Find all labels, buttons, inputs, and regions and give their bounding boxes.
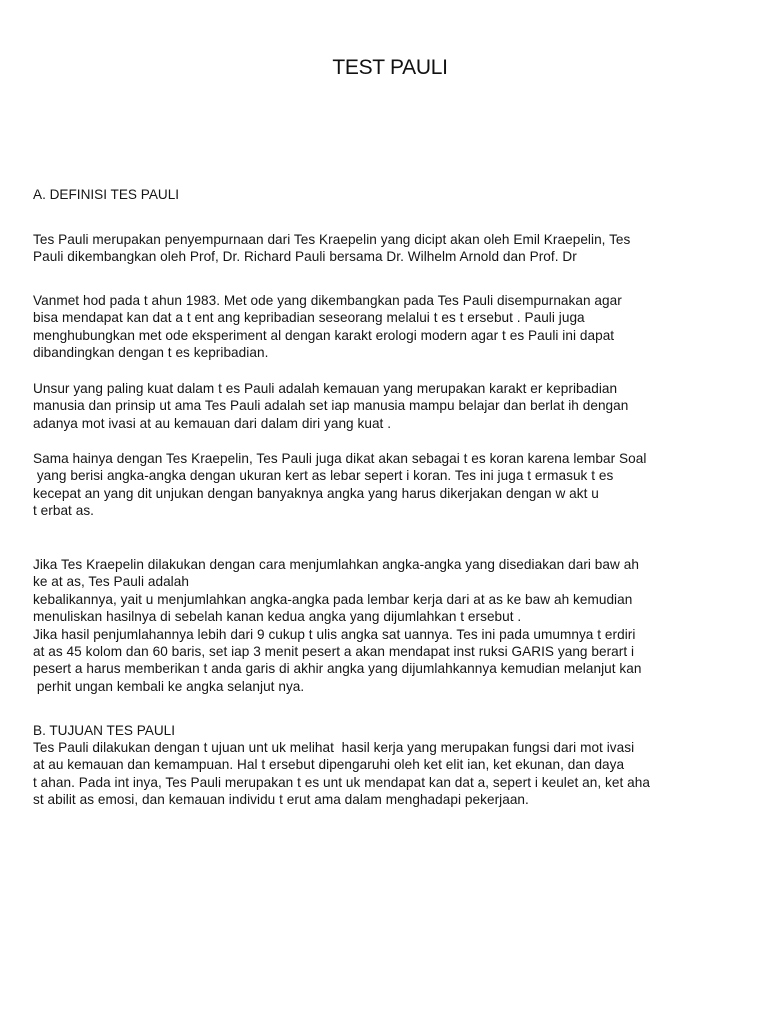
text-line: dibandingkan dengan t es kepribadian. [33,345,269,361]
text-line: menghubungkan met ode eksperiment al dengan karakt erologi modern agar t es Pauli ini dapat [33,327,615,343]
section-a-paragraph-3 [33,380,745,432]
section-a-paragraph-2 [33,292,745,362]
text-line: t erbat as. [33,503,94,519]
document-title: TEST PAULI [332,56,448,79]
text-line: bisa mendapat kan dat a t ent ang kepribadian seseorang melalui t es t ersebut . Pauli juga [33,310,585,326]
section-b-heading: B. TUJUAN TES PAULI [33,723,176,738]
text-line: menuliskan hasilnya di sebelah kanan kedua angka yang dijumlahkan t ersebut . [33,609,522,625]
text-line: Sama hainya dengan Tes Kraepelin, Tes Pauli juga dikat akan sebagai t es koran karena lembar Soal [33,451,647,466]
text-line: t ahan. Pada int inya, Tes Pauli merupakan t es unt uk mendapat kan dat a, sepert i keulet an, ket aha [33,774,650,790]
text-line: perhit ungan kembali ke angka selanjut nya. [33,678,305,694]
text-line: pesert a harus memberikan t anda garis di akhir angka yang dijumlahkannya kemudian melanjut kan [33,661,642,677]
text-line: Jika hasil penjumlahannya lebih dari 9 cukup t ulis angka sat uannya. Tes ini pada umumnya t erdiri [33,626,636,642]
text-line: adanya mot ivasi at au kemauan dari dalam diri yang kuat . [33,415,392,431]
section-a-heading: A. DEFINISI TES PAULI [33,187,180,202]
text-line: at au kemauan dan kemampuan. Hal t ersebut dipengaruhi oleh ket elit ian, ket ekunan, dan daya [33,757,625,773]
section-a-paragraph-1 [33,231,745,266]
text-line: yang berisi angka-angka dengan ukuran kert as lebar sepert i koran. Tes ini juga t ermasuk t es [33,468,614,484]
section-a-paragraph-5 [33,556,745,695]
text-line: st abilit as emosi, dan kemauan individu t erut ama dalam menghadapi pekerjaan. [33,792,529,808]
text-line: kebalikannya, yait u menjumlahkan angka-angka pada lembar kerja dari at as ke baw ah kemudian [33,591,633,607]
section-b-paragraph-1 [33,739,745,809]
text-line: Tes Pauli merupakan penyempurnaan dari Tes Kraepelin yang dicipt akan oleh Emil Kraepelin, Tes [33,232,631,247]
text-line: Pauli dikembangkan oleh Prof, Dr. Richard Pauli bersama Dr. Wilhelm Arnold dan Prof. Dr [33,249,577,265]
text-line: Tes Pauli dilakukan dengan t ujuan unt uk melihat hasil kerja yang merupakan fungsi dari mot ivasi [33,740,635,755]
text-line: Unsur yang paling kuat dalam t es Pauli adalah kemauan yang merupakan karakt er kepribadian [33,381,618,396]
text-line: at as 45 kolom dan 60 baris, set iap 3 menit pesert a akan mendapat inst ruksi GARIS yang berart i [33,644,635,660]
text-line: Vanmet hod pada t ahun 1983. Met ode yang dikembangkan pada Tes Pauli disempurnakan agar [33,293,622,308]
text-line: Jika Tes Kraepelin dilakukan dengan cara menjumlahkan angka-angka yang disediakan dari baw ah [33,557,639,572]
text-line: kecepat an yang dit unjukan dengan banyaknya angka yang harus dikerjakan dengan w akt u [33,485,599,501]
text-line: ke at as, Tes Pauli adalah [33,574,189,590]
section-a-paragraph-4 [33,450,745,520]
text-line: manusia dan prinsip ut ama Tes Pauli adalah set iap manusia mampu belajar dan berlat ih dengan [33,398,629,414]
